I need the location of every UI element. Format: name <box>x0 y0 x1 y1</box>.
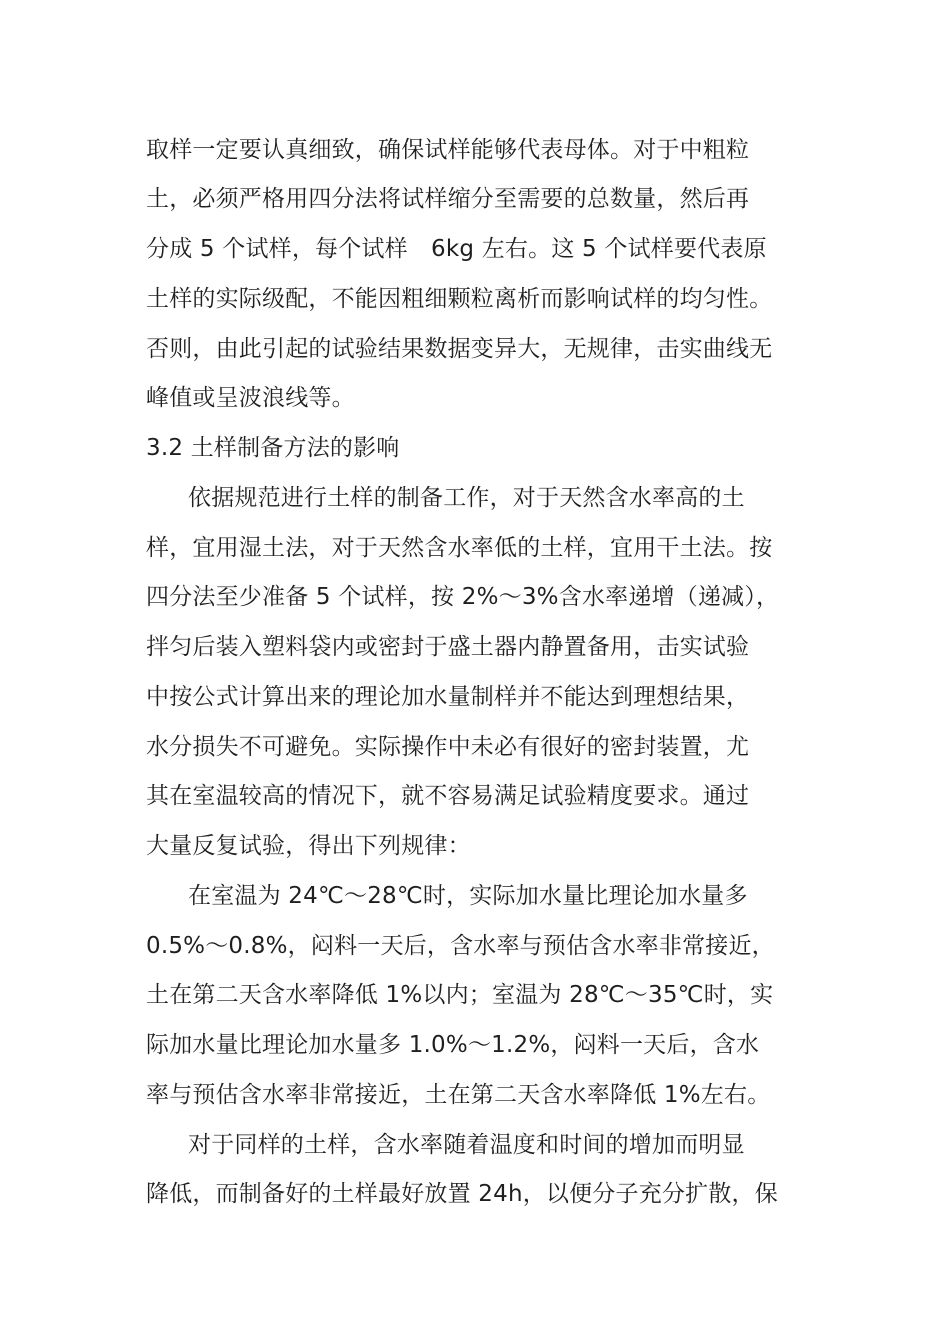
text-line: 否则，由此引起的试验结果数据变异大，无规律，击实曲线无 <box>146 336 773 362</box>
text-line: 0.5%～0.8%，闷料一天后，含水率与预估含水率非常接近， <box>146 933 775 959</box>
text-line: 土在第二天含水率降低 1%以内；室温为 28℃～35℃时，实 <box>146 982 774 1008</box>
text-line: 依据规范进行土样的制备工作，对于天然含水率高的土 <box>188 485 745 511</box>
text-line: 在室温为 24℃～28℃时，实际加水量比理论加水量多 <box>188 883 748 909</box>
text-line: 分成 5 个试样，每个试样 6kg 左右。这 5 个试样要代表原 <box>146 236 767 262</box>
text-line: 样，宜用湿土法，对于天然含水率低的土样，宜用干土法。按 <box>146 535 773 561</box>
text-line: 中按公式计算出来的理论加水量制样并不能达到理想结果， <box>146 684 750 710</box>
text-line: 率与预估含水率非常接近，土在第二天含水率降低 1%左右。 <box>146 1082 771 1108</box>
text-line: 峰值或呈波浪线等。 <box>146 385 355 411</box>
text-line: 对于同样的土样，含水率随着温度和时间的增加而明显 <box>188 1132 745 1158</box>
text-line: 土样的实际级配，不能因粗细颗粒离析而影响试样的均匀性。 <box>146 286 773 312</box>
text-line: 其在室温较高的情况下，就不容易满足试验精度要求。通过 <box>146 783 750 809</box>
text-line: 土，必须严格用四分法将试样缩分至需要的总数量，然后再 <box>146 186 750 212</box>
text-line: 拌匀后装入塑料袋内或密封于盛土器内静置备用，击实试验 <box>146 634 750 660</box>
text-line: 际加水量比理论加水量多 1.0%～1.2%，闷料一天后，含水 <box>146 1032 760 1058</box>
text-line: 四分法至少准备 5 个试样，按 2%～3%含水率递增（递减）， <box>146 584 780 610</box>
text-line: 降低，而制备好的土样最好放置 24h，以便分子充分扩散，保 <box>146 1181 778 1207</box>
text-line: 大量反复试验，得出下列规律： <box>146 833 471 859</box>
text-line: 水分损失不可避免。实际操作中未必有很好的密封装置，尤 <box>146 734 750 760</box>
text-line: 取样一定要认真细致，确保试样能够代表母体。对于中粗粒 <box>146 137 750 163</box>
section-heading: 3.2 土样制备方法的影响 <box>146 435 400 461</box>
